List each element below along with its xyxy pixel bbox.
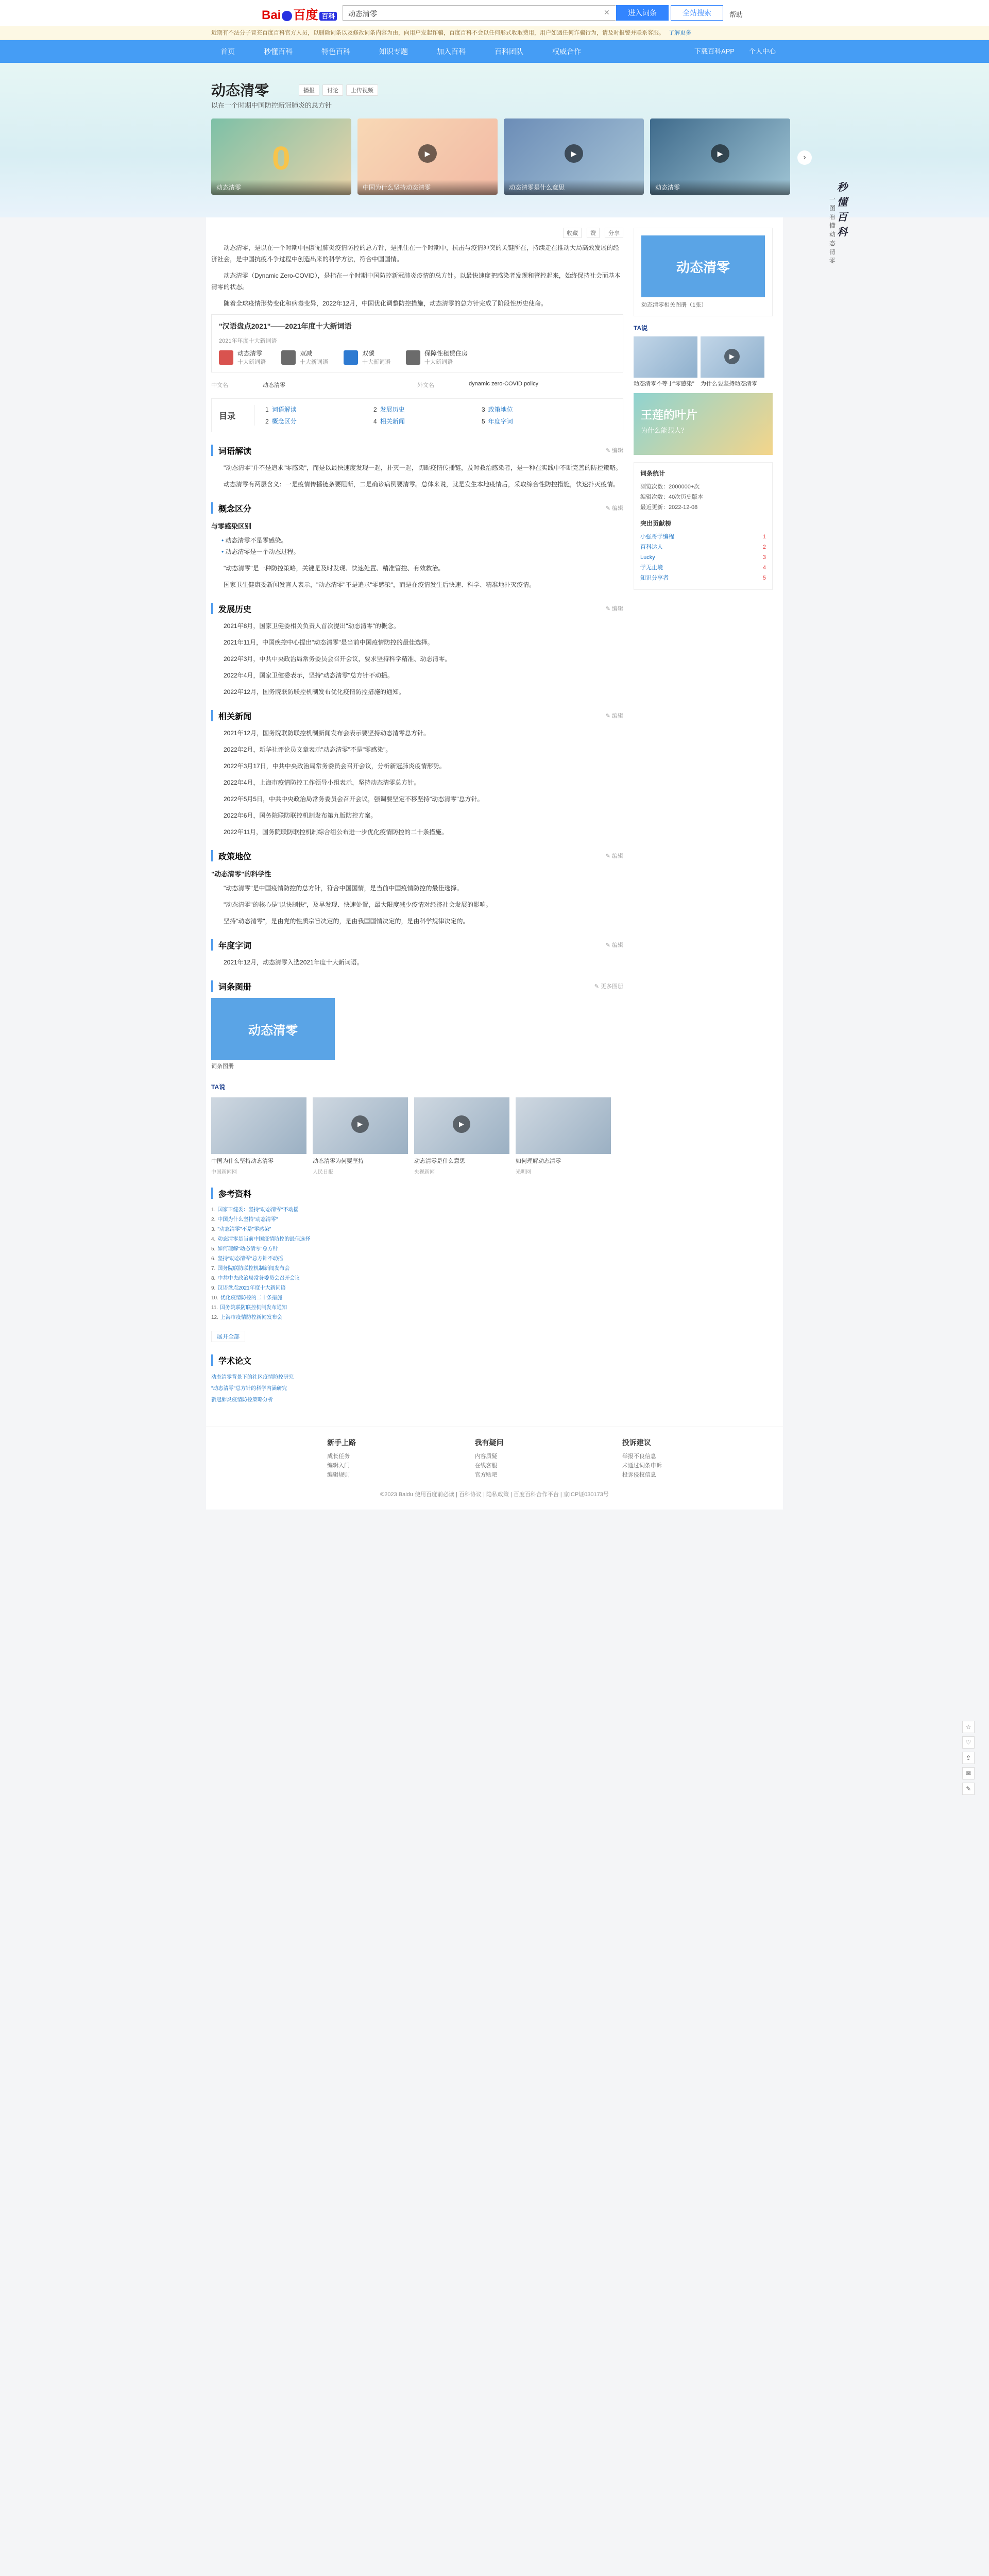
edit-button[interactable]: ✎ 编辑	[606, 852, 623, 860]
hero-card[interactable]	[357, 118, 498, 195]
reference-item[interactable]: 6. 坚持"动态清零"总方针不动摇	[211, 1256, 283, 1262]
edit-button[interactable]: ✎ 编辑	[606, 941, 623, 949]
clear-icon[interactable]: ✕	[604, 8, 610, 16]
medal-icon	[219, 350, 233, 365]
copyright: ©2023 Baidu 使用百度前必读 | 百科协议 | 隐私政策 | 百度百科合作平台 | 京ICP证030173号	[380, 1492, 609, 1498]
footer-heading: 我有疑问	[474, 1438, 504, 1447]
more-atlas-link[interactable]: ✎ 更多图册	[594, 982, 623, 990]
main-nav	[0, 40, 989, 63]
ta-title: 动态清零为何要坚持	[313, 1158, 364, 1164]
news-item: 2021年12月，国务院联防联控机制新闻发布会表示要坚持动态清零总方针。	[224, 730, 430, 737]
contributor-row[interactable]: 百科达人 2	[640, 544, 766, 550]
section-title	[211, 850, 623, 861]
sub-title: "动态清零"的科学性	[211, 870, 271, 878]
academic-item[interactable]: 动态清零背景下的社区疫情防控研究	[211, 1375, 294, 1380]
section-heading: 相关新闻	[218, 712, 252, 721]
footer-heading: 新手上路	[327, 1438, 356, 1447]
entry-desc: 十大新词语	[362, 359, 390, 365]
stats-title: 词条统计	[640, 470, 666, 477]
academic-item[interactable]: 新冠肺炎疫情防控策略分析	[211, 1397, 273, 1403]
table-of-contents	[211, 398, 623, 432]
contributor-row[interactable]: Lucky 3	[640, 554, 766, 561]
section-heading: 词语解读	[218, 447, 252, 456]
floating-toolbar	[962, 1721, 975, 1795]
play-icon[interactable]: ▶	[351, 1115, 369, 1133]
share-button[interactable]: 分享	[605, 228, 623, 238]
paragraph: "动态清零"是中国疫情防控的总方针，符合中国国情，是当前中国疫情防控的最佳选择。	[224, 885, 463, 892]
section-title	[211, 980, 623, 992]
toc-item[interactable]: 2 概念区分	[265, 418, 297, 425]
footer	[206, 1427, 783, 1510]
card-meta: 2021年年度十大新词语	[219, 338, 277, 344]
basic-info	[211, 379, 623, 391]
section-heading: 学术论文	[218, 1357, 252, 1366]
atlas-caption: 词条图册	[211, 1063, 234, 1070]
footer-col	[622, 1437, 662, 1480]
reference-item[interactable]: 8. 中共中央政治局常务委员会召开会议	[211, 1276, 300, 1281]
promo-title: 王莲的叶片	[641, 409, 698, 421]
toc-item[interactable]: 2 发展历史	[373, 406, 405, 413]
news-caption: 动态清零不等于"零感染"	[634, 381, 694, 387]
toc-item[interactable]: 1 词语解读	[265, 406, 297, 413]
history-item: 2021年8月，国家卫健委相关负责人首次提出"动态清零"的概念。	[224, 622, 400, 630]
hero-card[interactable]	[650, 118, 790, 195]
side-ta-label: TA说	[634, 325, 648, 332]
ta-said-item[interactable]	[414, 1097, 509, 1175]
image-icon	[281, 350, 296, 365]
sub-title: 与零感染区别	[211, 522, 252, 530]
logo-text: Bai	[262, 8, 281, 22]
paragraph: "动态清零"是一种防控策略，关键是及时发现、快速处置、精准管控、有效救治。	[224, 565, 445, 572]
hero-card[interactable]	[504, 118, 644, 195]
thumbnail	[414, 1097, 509, 1154]
history-item: 2021年11月，中国疾控中心提出"动态清零"是当前中国疫情防控的最佳选择。	[224, 639, 434, 646]
history-item: 2022年4月，国家卫健委表示，坚持"动态清零"总方针不动摇。	[224, 672, 394, 679]
notice-link[interactable]: 了解更多	[669, 30, 691, 36]
reference-item[interactable]: 3. "动态清零"不是"零感染"	[211, 1227, 271, 1232]
play-icon[interactable]: ▶	[724, 349, 740, 364]
footer-link[interactable]: 在线客服	[474, 1463, 498, 1469]
share-icon[interactable]: ⇪	[962, 1752, 975, 1764]
footer-link[interactable]: 未通过词条申诉	[622, 1463, 662, 1469]
reference-item[interactable]: 7. 国务院联防联控机制新闻发布会	[211, 1266, 290, 1272]
download-app-link[interactable]: 下载百科APP	[694, 47, 735, 55]
card-entry[interactable]	[281, 349, 328, 366]
history-item: 2022年12月，国务院联防联控机制发布优化疫情防控措施的通知。	[224, 688, 405, 696]
word-honor-card	[211, 314, 623, 372]
entry-name: 动态清零	[237, 350, 263, 357]
entry-name: 双碳	[362, 350, 375, 357]
card-entry[interactable]	[219, 349, 266, 366]
basic-value: dynamic zero-COVID policy	[469, 381, 539, 387]
card-title: "汉语盘点2021"——2021年度十大新词语	[219, 322, 352, 330]
card-caption: 动态清零是什么意思	[504, 180, 644, 195]
thumbnail	[701, 336, 764, 378]
reference-item[interactable]: 10. 优化疫情防控的二十条措施	[211, 1295, 282, 1301]
thumbnail	[211, 1097, 306, 1154]
play-icon[interactable]: ▶	[453, 1115, 470, 1133]
side-stats-box	[634, 462, 773, 590]
section-title	[211, 445, 623, 456]
edit-button[interactable]: ✎ 编辑	[606, 504, 623, 512]
ta-said-list	[211, 1097, 623, 1175]
nav-item-miaodong[interactable]: 秒懂百科	[264, 47, 293, 56]
nav-item-team[interactable]: 百科团队	[494, 47, 523, 56]
section-title	[211, 939, 623, 951]
miaodong-brand-sub: 一图看懂 动态清零	[829, 196, 836, 264]
ta-title: 中国为什么坚持动态清零	[211, 1158, 274, 1164]
edit-button[interactable]: ✎ 编辑	[606, 446, 623, 454]
ta-meta: 光明网	[516, 1170, 531, 1175]
baidu-baike-logo[interactable]	[262, 5, 337, 23]
reference-item[interactable]: 5. 如何理解"动态清零"总方针	[211, 1246, 278, 1252]
section-title	[211, 1188, 623, 1199]
image-icon	[344, 350, 358, 365]
contributor-row[interactable]: 知识分享者 5	[640, 575, 766, 581]
section-heading: 词条图册	[218, 982, 252, 992]
logo-baike: 百科	[319, 12, 337, 21]
academic-item[interactable]: "动态清零"总方针的科学内涵研究	[211, 1386, 287, 1392]
side-atlas-caption[interactable]: 动态清零相关图册（1张）	[641, 302, 707, 308]
thumbnail	[634, 336, 697, 378]
footer-col	[327, 1437, 356, 1480]
news-item: 2022年11月，国务院联防联控机制综合组公布进一步优化疫情防控的二十条措施。	[224, 828, 448, 836]
edit-icon[interactable]: ✎	[962, 1783, 975, 1795]
atlas-image[interactable]: 动态清零	[211, 998, 335, 1060]
contrib-title: 突出贡献榜	[640, 520, 672, 527]
side-atlas-box	[634, 228, 773, 316]
play-icon[interactable]: ▶	[418, 144, 437, 163]
footer-link[interactable]: 编辑规则	[327, 1472, 350, 1478]
collect-button[interactable]: 收藏	[563, 228, 582, 238]
reference-item[interactable]: 2. 中国为什么坚持"动态清零"	[211, 1217, 278, 1223]
stats-row: 浏览次数：2000000+次	[640, 484, 700, 490]
paragraph: "动态清零"的核心是"以快制快"，及早发现、快速处置，最大限度减少疫情对经济社会发展的影响。	[224, 901, 492, 908]
section-heading: 政策地位	[218, 852, 252, 861]
annual-word-item: 2021年12月，动态清零入选2021年度十大新词语。	[224, 959, 363, 966]
section-heading: 概念区分	[218, 504, 252, 514]
card-entry[interactable]	[344, 349, 390, 366]
entry-desc: 十大新词语	[237, 359, 266, 365]
stats-row: 最近更新：2022-12-08	[640, 504, 698, 511]
section-heading: 参考资料	[218, 1190, 252, 1199]
news-item: 2022年5月5日，中共中央政治局常务委员会召开会议，强调要坚定不移坚持"动态清零"总方针。	[224, 795, 484, 803]
news-item: 2022年3月17日，中共中央政治局常务委员会召开会议，分析新冠肺炎疫情形势。	[224, 762, 446, 770]
section-title	[211, 603, 623, 614]
basic-value: 动态清零	[263, 382, 285, 388]
side-news	[634, 336, 773, 388]
entry-desc: 十大新词语	[300, 359, 328, 365]
reference-item[interactable]: 4. 动态清零是当前中国疫情防控的最佳选择	[211, 1236, 311, 1242]
star-icon[interactable]: ☆	[962, 1721, 975, 1733]
news-item: 2022年6月，国务院联防联控机制发布第九版防控方案。	[224, 812, 377, 819]
play-icon[interactable]: ▶	[565, 144, 583, 163]
toc-item[interactable]: 4 相关新闻	[373, 418, 405, 425]
footer-link[interactable]: 编辑入门	[327, 1463, 350, 1469]
ta-said-item[interactable]	[211, 1097, 306, 1175]
entry-name: 双减	[300, 350, 313, 357]
reference-item[interactable]: 9. 汉语盘点2021年度十大新词语	[211, 1285, 286, 1291]
reference-list	[211, 1205, 623, 1323]
ta-title: 如何理解动态清零	[516, 1158, 561, 1164]
side-news-item[interactable]	[701, 336, 764, 388]
notice-bar	[0, 26, 989, 40]
side-news-item[interactable]	[634, 336, 697, 388]
search-input[interactable]: 动态清零	[343, 5, 616, 21]
like-icon[interactable]: ♡	[962, 1736, 975, 1749]
section-title	[211, 1354, 623, 1366]
paragraph: 动态清零有两层含义：一是疫情传播链条要阻断，二是确诊病例要清零。总体来说，就是发生本地疫情后，采取综合性防控措施，快速扑灭疫情。	[224, 481, 620, 488]
site-search-button[interactable]: 全站搜索	[671, 5, 723, 21]
footer-heading: 投诉建议	[622, 1438, 651, 1447]
entry-desc: 十大新词语	[424, 359, 453, 365]
list-item: • 动态清零是一个动态过程。	[221, 546, 623, 557]
entry-name: 保障性租赁住房	[424, 350, 468, 357]
user-center-link[interactable]: 个人中心	[748, 47, 776, 55]
promo-subtitle: 为什么能载人？	[641, 427, 688, 434]
ta-said-item[interactable]	[516, 1097, 611, 1175]
card-caption: 动态清零	[650, 180, 790, 195]
history-item: 2022年3月，中共中央政治局常务委员会召开会议，要求坚持科学精准、动态清零。	[224, 655, 451, 663]
page-subtitle: 以在一个时期中国防控新冠肺炎的总方针	[211, 101, 332, 109]
broadcast-button[interactable]: 播报	[299, 84, 319, 96]
comment-icon[interactable]: ✉	[962, 1767, 975, 1780]
news-caption: 为什么要坚持动态清零	[701, 381, 757, 387]
ta-said-item[interactable]	[313, 1097, 408, 1175]
nav-item-home[interactable]: 首页	[220, 47, 235, 56]
basic-key: 外文名	[417, 382, 434, 388]
toc-label: 目录	[219, 405, 255, 426]
footer-link[interactable]: 成长任务	[327, 1453, 350, 1460]
ta-meta: 央视新闻	[414, 1170, 435, 1175]
enter-entry-button[interactable]: 进入词条	[616, 5, 669, 21]
edit-button[interactable]: ✎ 编辑	[606, 604, 623, 613]
edit-button[interactable]: ✎ 编辑	[606, 711, 623, 720]
contributor-row[interactable]: 学无止境 4	[640, 565, 766, 571]
zero-graphic: 0	[272, 140, 291, 177]
play-icon[interactable]: ▶	[711, 144, 729, 163]
sidebar	[634, 228, 773, 597]
nav-item-topics[interactable]: 知识专题	[379, 47, 408, 56]
thumbnail	[313, 1097, 408, 1154]
toc-item[interactable]: 3 政策地位	[482, 406, 513, 413]
nav-item-join[interactable]: 加入百科	[437, 47, 466, 56]
paw-icon	[282, 11, 292, 21]
ta-meta: 人民日报	[313, 1170, 333, 1175]
paragraph: 坚持"动态清零"，是由党的性质宗旨决定的，是由我国国情决定的，是由科学规律决定的。	[224, 918, 469, 925]
upload-video-button[interactable]: 上传视频	[346, 84, 378, 96]
discuss-button[interactable]: 讨论	[322, 84, 343, 96]
list-item: • 动态清零不是零感染。	[221, 535, 623, 546]
academic-list	[211, 1372, 623, 1406]
top-bar	[0, 0, 989, 26]
side-atlas-image[interactable]: 动态清零	[641, 235, 765, 297]
notice-text: 近期有不法分子冒充百度百科官方人员，以删除词条以及修改词条内容为由，向用户发起诈骗，百度百科不会以任何形式收取费用，用户如遇任何诈骗行为，请及时报警并联系客服。	[211, 30, 664, 36]
section-heading: 年度字词	[218, 941, 252, 951]
section-title	[211, 502, 623, 514]
card-entry[interactable]	[406, 349, 468, 366]
contributor-row[interactable]: 小强哥学编程 1	[640, 534, 766, 540]
side-promo-banner[interactable]	[634, 393, 773, 455]
news-item: 2022年2月，新华社评论员文章表示"动态清零"不是"零感染"。	[224, 746, 392, 753]
stats-row[interactable]: 编辑次数：40次历史版本	[640, 494, 704, 500]
paragraph: 国家卫生健康委新闻发言人表示，"动态清零"不是追求"零感染"，而是在疫情发生后快速、科学、精准地扑灭疫情。	[224, 581, 536, 588]
chevron-right-icon[interactable]: ›	[797, 150, 812, 165]
expand-references-button[interactable]: 展开全部	[211, 1331, 245, 1342]
ta-meta: 中国新闻网	[211, 1170, 237, 1175]
image-icon	[406, 350, 420, 365]
footer-link[interactable]: 投诉侵权信息	[622, 1472, 656, 1478]
help-link[interactable]: 帮助	[729, 11, 743, 19]
card-caption: 中国为什么坚持动态清零	[357, 180, 498, 195]
footer-col	[474, 1437, 503, 1480]
section-title	[211, 710, 623, 721]
summary-paragraph: 动态清零（Dynamic Zero-COVID），是指在一个时期中国防控新冠肺炎疫情的总方针。以最快速度把感染者发现和管控起来，始终保持社会面基本清零的状态。	[211, 272, 621, 291]
basic-key: 中文名	[211, 382, 228, 388]
summary-paragraph: 动态清零，是以在一个时期中国新冠肺炎疫情防控的总方针，是抓住在一个时期中，抗击与疫情冲突的关键所在，持续走在推动大局高效发展的经济社会，是中国抗疫斗争过程中创造出来的科学方法，符合中国国情。	[211, 244, 620, 263]
reference-item[interactable]: 11. 国务院联防联控机制发布通知	[211, 1305, 287, 1311]
ta-said-label: TA说	[211, 1083, 226, 1091]
footer-link[interactable]: 举报不良信息	[622, 1453, 656, 1460]
like-button[interactable]: 赞	[587, 228, 600, 238]
nav-item-featured[interactable]: 特色百科	[321, 47, 350, 56]
reference-item[interactable]: 12. 上海市疫情防控新闻发布会	[211, 1315, 282, 1320]
toc-item[interactable]: 5 年度字词	[482, 418, 513, 425]
nav-item-cooperation[interactable]: 权威合作	[552, 47, 581, 56]
thumbnail	[516, 1097, 611, 1154]
main-content-area	[206, 217, 783, 1427]
footer-link[interactable]: 官方贴吧	[474, 1472, 498, 1478]
reference-item[interactable]: 1. 国家卫健委：坚持"动态清零"不动摇	[211, 1207, 299, 1213]
paragraph: "动态清零"并不是追求"零感染"，而是以最快速度发现一起，扑灭一起，切断疫情传播链，及时救治感染者，是一种在实践中不断完善的防控策略。	[224, 464, 622, 471]
card-caption: 动态清零	[211, 180, 351, 195]
hero-card[interactable]	[211, 118, 351, 195]
miaodong-brand: 秒懂百科	[837, 182, 847, 238]
footer-link[interactable]: 内容质疑	[474, 1453, 498, 1460]
section-heading: 发展历史	[218, 605, 252, 614]
page-title: 动态清零	[211, 82, 269, 98]
logo-du: 百度	[293, 8, 318, 22]
article-body	[211, 228, 623, 1406]
news-item: 2022年4月，上海市疫情防控工作领导小组表示，坚持动态清零总方针。	[224, 779, 420, 786]
ta-title: 动态清零是什么意思	[414, 1158, 465, 1164]
summary-paragraph: 随着全球疫情形势变化和病毒变异，2022年12月，中国优化调整防控措施，动态清零的总方针完成了阶段性历史使命。	[224, 300, 548, 307]
